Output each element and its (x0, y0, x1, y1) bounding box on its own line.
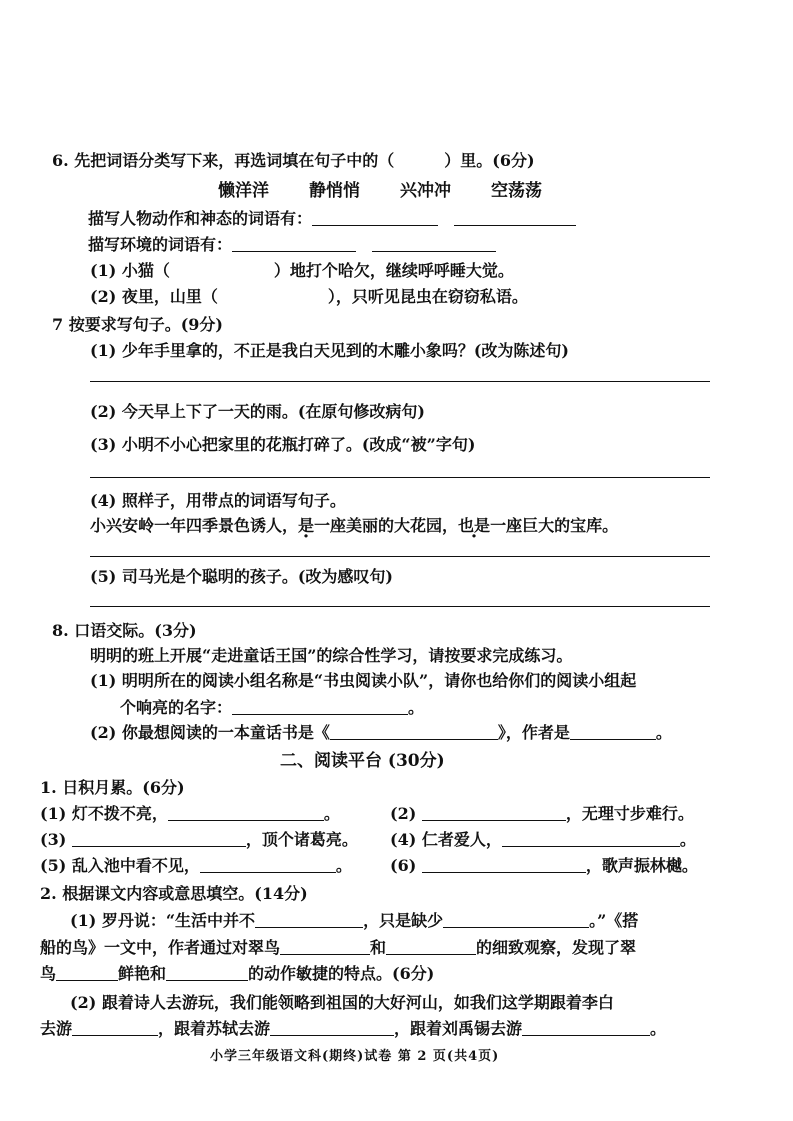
r2-line-2: 船的鸟》一文中，作者通过对翠鸟 和 的细致观察，发现了翠 (40, 938, 637, 957)
blank-group-name[interactable] (232, 698, 408, 715)
blank-book-title[interactable] (330, 723, 498, 740)
blank-cat1-a[interactable] (312, 209, 438, 226)
page-footer: 小学三年级语文科(期终)试卷 第 2 页(共4页) (210, 1049, 500, 1064)
blank-r2-4[interactable] (386, 938, 476, 955)
blank-r1-3[interactable] (72, 830, 246, 847)
answer-line-q7-5[interactable] (90, 606, 710, 607)
blank-r2-1[interactable] (255, 911, 363, 928)
dotted-word-shi: 是 (298, 516, 315, 535)
blank-r2-5[interactable] (56, 964, 118, 981)
r1-item-5: (5) 乱入池中看不见， 。 (40, 856, 352, 875)
r1-title: 1. 日积月累。(6分) (40, 778, 185, 797)
q7-part-4: (4) 照样子，用带点的词语写句子。 (90, 491, 346, 510)
blank-r1-2[interactable] (422, 804, 566, 821)
section-2-title: 二、阅读平台 (30分) (280, 751, 445, 771)
word-2: 静悄悄 (309, 181, 360, 201)
blank-cat2-a[interactable] (232, 235, 356, 252)
answer-line-q7-4[interactable] (90, 556, 710, 557)
blank-cat2-b[interactable] (372, 235, 496, 252)
q8-intro: 明明的班上开展“走进童话王国”的综合性学习，请按要求完成练习。 (90, 646, 573, 665)
blank-author[interactable] (570, 723, 656, 740)
blank-r2-9[interactable] (522, 1019, 650, 1036)
q7-part-1: (1) 少年手里拿的，不正是我白天见到的木雕小象吗？(改为陈述句) (90, 341, 569, 360)
q6-category-1: 描写人物动作和神态的词语有： (88, 208, 576, 230)
dotted-word-yeshi: 也是 (458, 516, 491, 535)
blank-r2-3[interactable] (280, 938, 370, 955)
q6-sentence-2: (2) 夜里，山里（ ），只听见昆虫在窃窃私语。 (90, 287, 528, 306)
r1-item-3: (3) ，顶个诸葛亮。 (40, 830, 358, 849)
word-3: 兴冲冲 (400, 181, 451, 201)
r2-line-4: (2) 跟着诗人去游玩，我们能领略到祖国的大好河山，如我们这学期跟着李白 (70, 993, 614, 1012)
r2-line-5: 去游 ，跟着苏轼去游 ，跟着刘禹锡去游 。 (40, 1019, 667, 1038)
blank-r1-5[interactable] (200, 856, 336, 873)
blank-r1-6[interactable] (422, 856, 586, 873)
q7-part-5: (5) 司马光是个聪明的孩子。(改为感叹句) (90, 567, 393, 586)
blank-r2-2[interactable] (443, 911, 589, 928)
q6-sentence-1: (1) 小猫（ ）地打个哈欠，继续呼呼睡大觉。 (90, 261, 514, 280)
q6-word-list (218, 180, 542, 202)
answer-line-q7-1[interactable] (90, 381, 710, 382)
r1-item-6: (6) ，歌声振林樾。 (390, 856, 698, 875)
blank-r1-4[interactable] (502, 830, 680, 847)
q6-category-2: 描写环境的词语有： (88, 234, 496, 256)
r1-item-2: (2) ，无理寸步难行。 (390, 804, 694, 823)
blank-cat1-b[interactable] (454, 209, 576, 226)
q8-part-1-line-2: 个响亮的名字： 。 (120, 698, 425, 717)
q6-stem: 6. 先把词语分类写下来，再选词填在句子中的（ ）里。(6分) (52, 151, 535, 170)
r2-line-1: (1) 罗丹说：“生活中并不 ，只是缺少 。”《搭 (70, 911, 639, 930)
r2-title: 2. 根据课文内容或意思填空。(14分) (40, 884, 308, 903)
q7-part-3: (3) 小明不小心把家里的花瓶打碎了。(改成“被”字句) (90, 435, 476, 454)
q8-part-2: (2) 你最想阅读的一本童话书是《 》，作者是 。 (90, 723, 672, 742)
word-4: 空荡荡 (491, 181, 542, 201)
blank-r2-7[interactable] (72, 1019, 158, 1036)
blank-r2-8[interactable] (270, 1019, 394, 1036)
q8-title: 8. 口语交际。(3分) (52, 621, 197, 640)
word-1: 懒洋洋 (218, 181, 269, 201)
q7-part-2: (2) 今天早上下了一天的雨。(在原句修改病句) (90, 402, 425, 421)
blank-r2-6[interactable] (166, 964, 248, 981)
q7-example-sentence: 小兴安岭一年四季景色诱人，是一座美丽的大花园，也是一座巨大的宝库。 (90, 516, 619, 535)
r2-line-3: 鸟 鲜艳和 的动作敏捷的特点。(6分) (40, 964, 435, 983)
r1-item-1: (1) 灯不拨不亮， 。 (40, 804, 340, 823)
q8-part-1-line-1: (1) 明明所在的阅读小组名称是“书虫阅读小队”，请你也给你们的阅读小组起 (90, 671, 637, 690)
q7-title: 7 按要求写句子。(9分) (52, 315, 223, 334)
answer-line-q7-3[interactable] (90, 477, 710, 478)
r1-item-4: (4) 仁者爱人， 。 (390, 830, 696, 849)
blank-r1-1[interactable] (168, 804, 324, 821)
